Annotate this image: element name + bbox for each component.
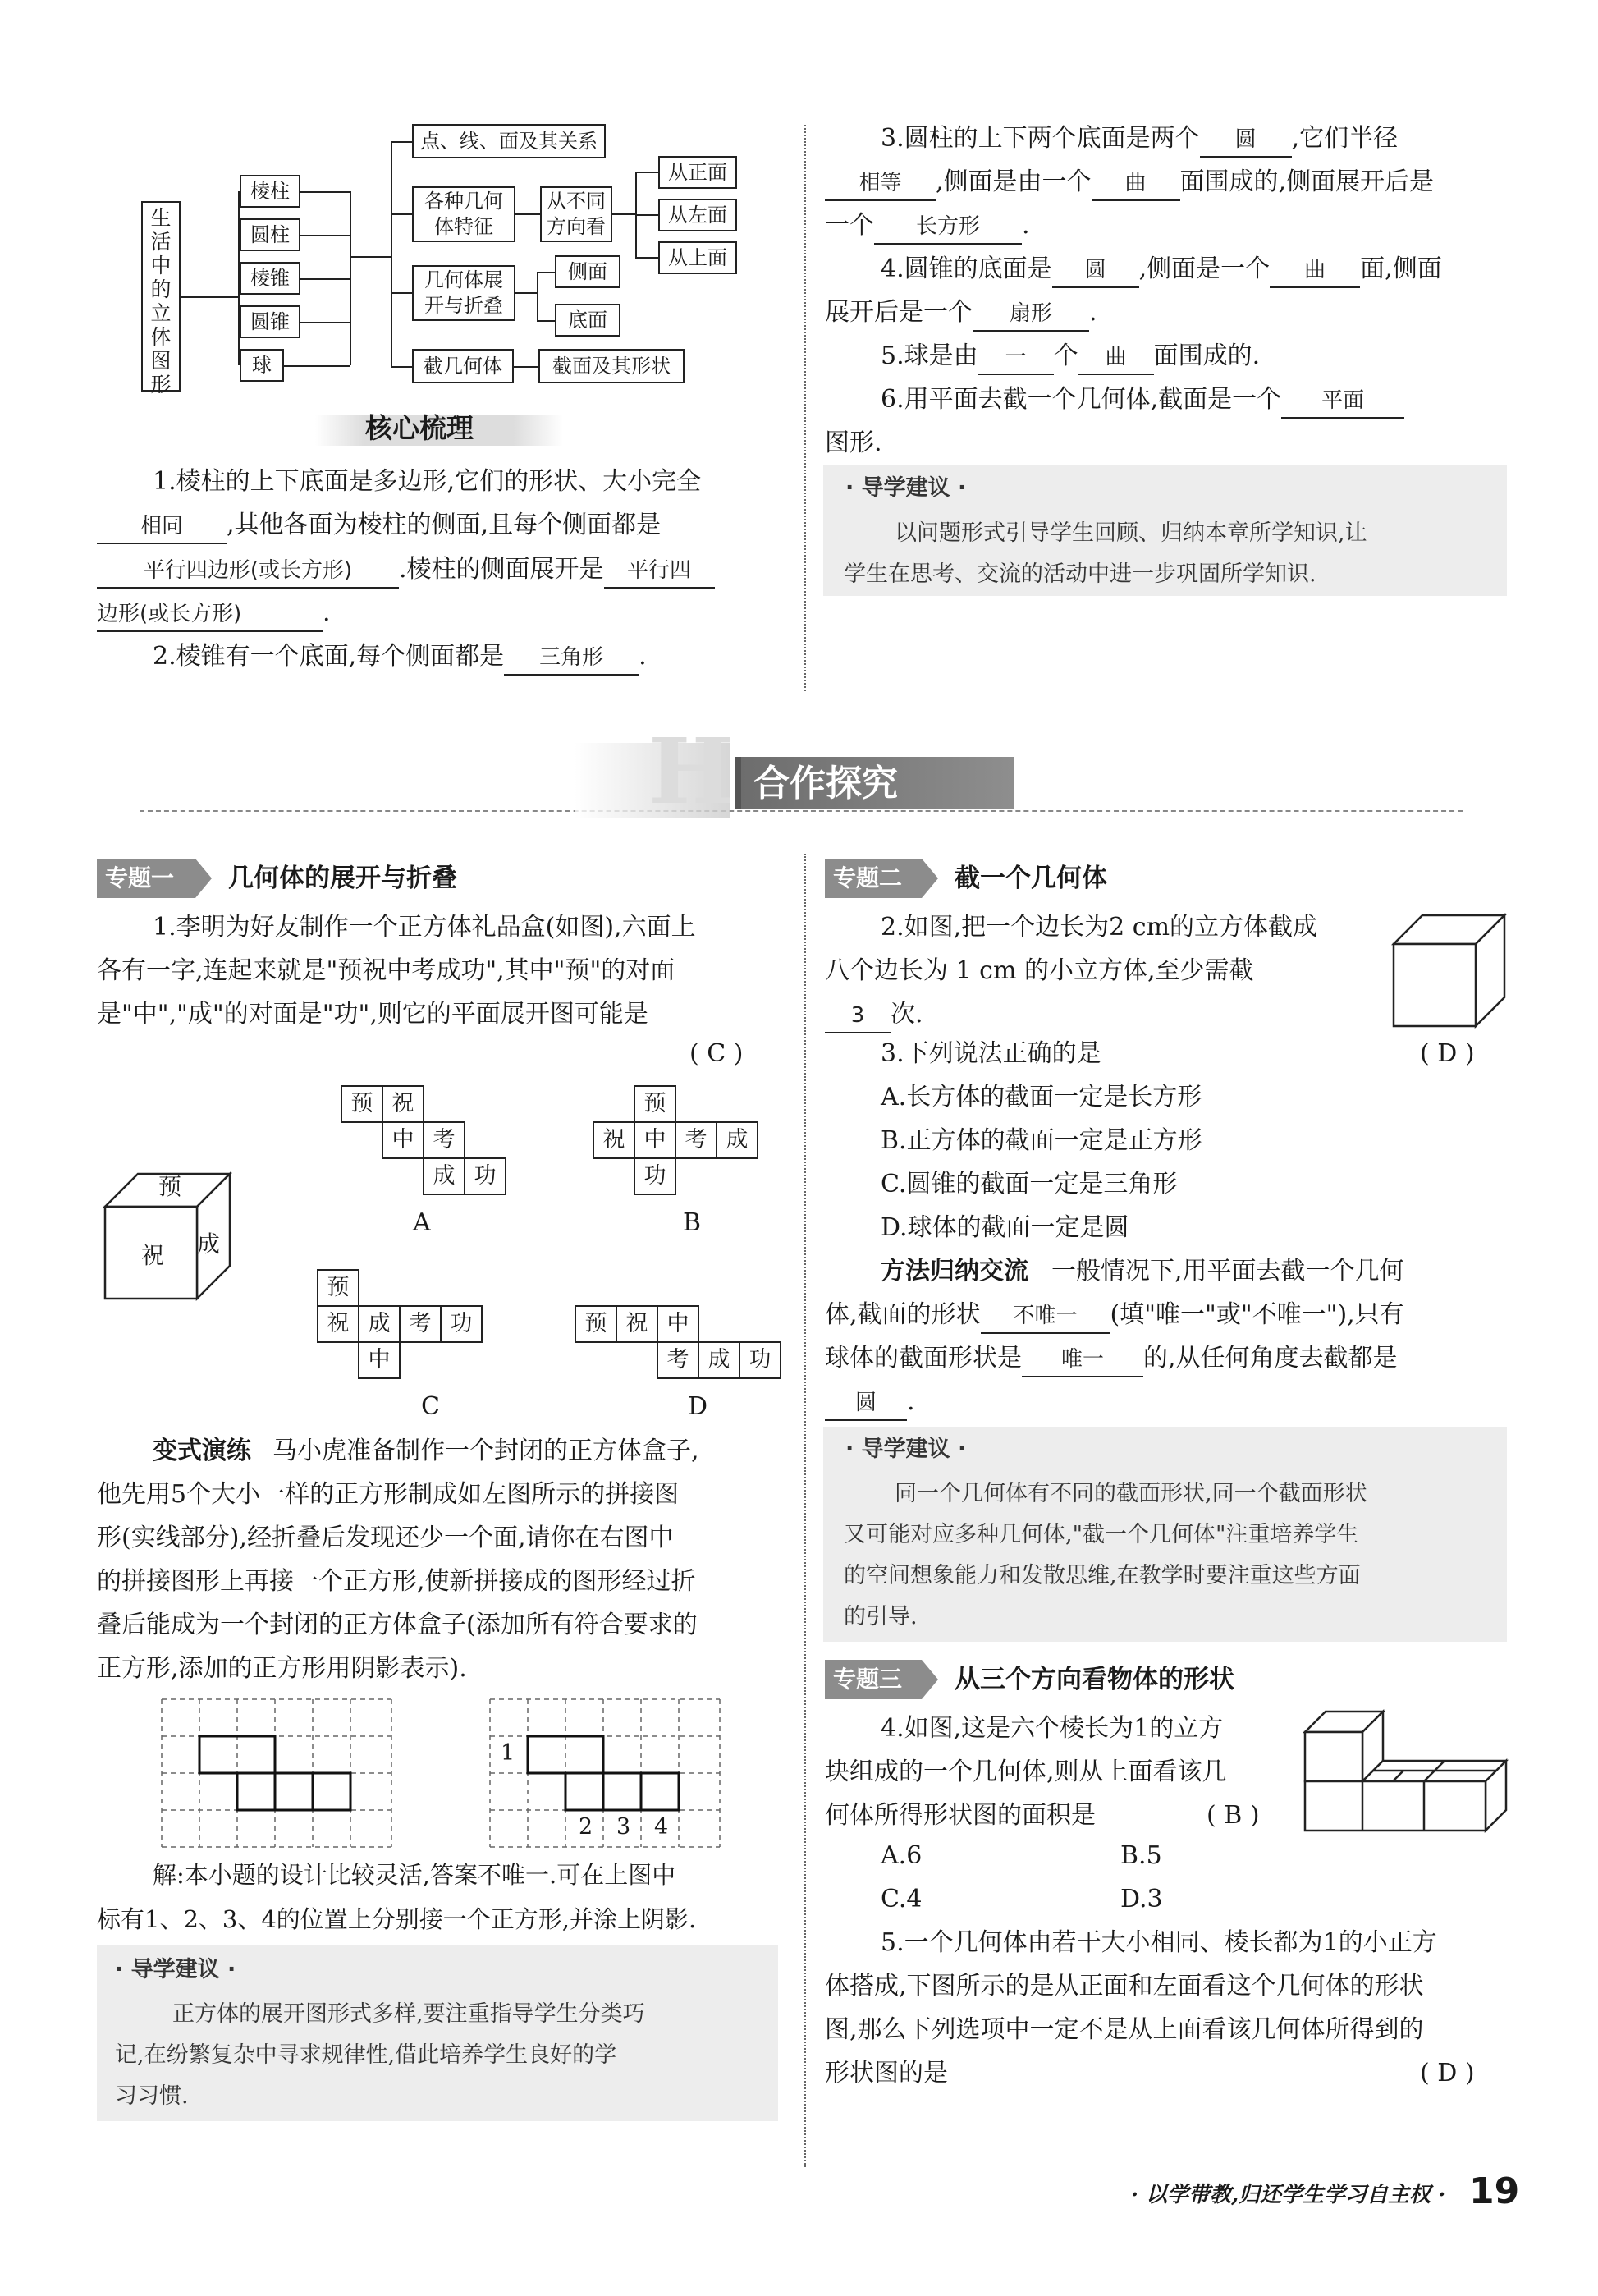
cut-cube: [1391, 913, 1508, 1029]
topic3-tag: 专题三: [825, 1660, 922, 1699]
variant-l5: 叠后能成为一个封闭的正方体盒子(添加所有符合要求的: [97, 1611, 698, 1639]
mindmap-view-top: 从上面: [658, 241, 737, 274]
option-label-b: B: [683, 1208, 702, 1237]
answer-blank: 圆: [1052, 254, 1139, 288]
variant-l3: 形(实线部分),经折叠后发现还少一个面,请你在右图中: [97, 1524, 674, 1552]
rt-q6-line2: 图形.: [825, 428, 882, 457]
method-l3: 球体的截面形状是 唯一 的,从任何角度去截都是: [825, 1337, 1398, 1380]
topic3-q5-answer: ( D ): [1420, 2059, 1475, 2087]
answer-blank: 圆: [1200, 123, 1292, 158]
answer-blank: 平行四边形(或长方形): [97, 554, 399, 589]
mindmap-root: 生活中的立体图形: [141, 201, 181, 392]
topic3-q4-l3: 何体所得形状图的面积是: [825, 1801, 1096, 1830]
banner-title: 合作探究: [753, 763, 898, 804]
guide-line: 正方体的展开图形式多样,要注重指导学生分类巧: [172, 2001, 645, 2027]
topic3-q4-l1: 4.如图,这是六个棱长为1的立方: [881, 1714, 1224, 1743]
grid-right: [486, 1695, 724, 1851]
mindmap-shape-cone: 圆锥: [240, 305, 300, 338]
option-label-d: D: [688, 1392, 708, 1421]
rt-q3-line2: 相等 ,侧面是由一个 曲 面围成的,侧面展开后是: [825, 161, 1434, 204]
page-number: 19: [1469, 2170, 1520, 2212]
answer-blank: 平行四: [604, 554, 715, 589]
cube-stack: [1301, 1707, 1510, 1843]
topic1-p2: 各有一字,连起来就是"预祝中考成功",其中"预"的对面: [97, 956, 675, 985]
rt-q3-line1: 3.圆柱的上下两个底面是两个 圆 ,它们半径: [881, 117, 1398, 160]
topic2-opt-d: D.球体的截面一定是圆: [881, 1213, 1129, 1242]
topic3-q4-answer: ( B ): [1207, 1801, 1260, 1830]
variant-l1: 变式演练 马小虎准备制作一个封闭的正方体盒子,: [153, 1437, 699, 1465]
grid-number-3: 3: [616, 1814, 631, 1840]
answer-blank: 唯一: [1022, 1343, 1143, 1377]
rt-q3-line3: 一个 长方形 .: [825, 204, 1030, 247]
guide-line: 以问题形式引导学生回顾、归纳本章所学知识,让: [895, 520, 1367, 546]
answer-blank: 一: [978, 341, 1054, 375]
mindmap-side: 侧面: [555, 255, 620, 288]
core-title: 核心梳理: [365, 412, 474, 444]
topic3-q5-l3: 图,那么下列选项中一定不是从上面看该几何体所得到的: [825, 2015, 1424, 2044]
option-label-a: A: [413, 1208, 431, 1237]
footer-motto: · 以学带教,归还学生学习自主权 ·: [1131, 2183, 1446, 2207]
core-q1-line4: 边形(或长方形) .: [97, 592, 331, 635]
mindmap-shape-sphere: 球: [240, 349, 284, 382]
guide-line: 记,在纷繁复杂中寻求规律性,借此培养学生良好的学: [115, 2042, 617, 2068]
answer-blank: 相等: [825, 167, 936, 201]
topic2-title: 截一个几何体: [955, 864, 1107, 893]
topic1-tag: 专题一: [97, 859, 195, 898]
grid-number-2: 2: [579, 1814, 593, 1840]
topic3-opt-c: C.4: [881, 1885, 923, 1913]
mindmap-features: 各种几何 体特征: [412, 186, 515, 242]
topic3-q5-l4: 形状图的是: [825, 2059, 948, 2087]
grid-number-1: 1: [501, 1740, 515, 1766]
answer-blank: 三角形: [504, 641, 639, 676]
answer-blank: 曲: [1092, 167, 1180, 201]
topic1-title: 几何体的展开与折叠: [228, 864, 457, 893]
answer-blank: 曲: [1078, 341, 1154, 375]
grid-number-4: 4: [654, 1814, 669, 1840]
topic2-tag: 专题二: [825, 859, 922, 898]
mindmap-unfold: 几何体展 开与折叠: [412, 265, 515, 321]
core-q1-line1: 1.棱柱的上下底面是多边形,它们的形状、大小完全: [153, 467, 702, 496]
answer-blank: 边形(或长方形): [97, 598, 323, 632]
solution-l1: 解:本小题的设计比较灵活,答案不唯一.可在上图中: [153, 1861, 676, 1889]
answer-blank: 3: [825, 999, 891, 1033]
topic2-q2-l3: 3 次.: [825, 993, 923, 1036]
core-q2: 2.棱锥有一个底面,每个侧面都是 三角形 .: [153, 635, 647, 678]
mindmap-section: 截几何体: [412, 349, 514, 383]
guide-title: · 导学建议 ·: [845, 475, 967, 501]
guide-title: · 导学建议 ·: [115, 1957, 236, 1982]
cube-face-top: 预: [158, 1173, 182, 1200]
topic2-q2-l1: 2.如图,把一个边长为2 cm的立方体截成: [881, 913, 1318, 942]
cube-face-right: 成: [197, 1230, 221, 1258]
answer-blank: 圆: [825, 1386, 907, 1421]
topic1-p3: 是"中","成"的对面是"功",则它的平面展开图可能是: [97, 1000, 648, 1029]
cube-face-front: 祝: [141, 1242, 165, 1269]
topic3-title: 从三个方向看物体的形状: [955, 1665, 1234, 1694]
topic2-opt-c: C.圆锥的截面一定是三角形: [881, 1170, 1178, 1198]
topic2-opt-b: B.正方体的截面一定是正方形: [881, 1126, 1202, 1155]
topic2-q3-answer: ( D ): [1420, 1039, 1475, 1068]
variant-l6: 正方形,添加的正方形用阴影表示).: [97, 1654, 467, 1683]
answer-blank: 平面: [1281, 384, 1404, 419]
variant-l4: 的拼接图形上再接一个正方形,使新拼接成的图形经过折: [97, 1567, 696, 1596]
option-label-c: C: [421, 1392, 440, 1421]
topic2-q2-l2: 八个边长为 1 cm 的小立方体,至少需截: [825, 956, 1254, 985]
rt-q5: 5.球是由 一 个 曲 面围成的.: [881, 335, 1260, 378]
guide-line: 同一个几何体有不同的截面形状,同一个截面形状: [895, 1481, 1367, 1506]
guide-line: 习习惯.: [115, 2083, 189, 2109]
answer-blank: 曲: [1270, 254, 1360, 288]
topic3-q4-l2: 块组成的一个几何体,则从上面看该几: [825, 1758, 1227, 1786]
topic3-opt-b: B.5: [1120, 1841, 1162, 1870]
topic3-q5-l2: 体搭成,下图所示的是从正面和左面看这个几何体的形状: [825, 1972, 1424, 2000]
method-l4: 圆 .: [825, 1381, 915, 1423]
answer-blank: 相同: [97, 510, 227, 544]
solution-l2: 标有1、2、3、4的位置上分别接一个正方形,并涂上阴影.: [97, 1905, 697, 1933]
topic2-opt-a: A.长方体的截面一定是长方形: [881, 1083, 1202, 1111]
topic2-q3: 3.下列说法正确的是: [881, 1039, 1101, 1068]
rt-q6-line1: 6.用平面去截一个几何体,截面是一个 平面: [881, 378, 1404, 421]
mindmap-section-shape: 截面及其形状: [538, 349, 685, 383]
core-q1-line3: 平行四边形(或长方形) .棱柱的侧面展开是 平行四: [97, 548, 715, 591]
answer-blank: 扇形: [973, 297, 1089, 332]
guide-line: 的空间想象能力和发散思维,在教学时要注重这些方面: [844, 1563, 1361, 1588]
mindmap-points-lines: 点、线、面及其关系: [412, 124, 606, 158]
method-l1: 方法归纳交流 一般情况下,用平面去截一个几何: [881, 1257, 1404, 1285]
mindmap-shape-pyramid: 棱锥: [240, 262, 300, 295]
rt-q4-line2: 展开后是一个 扇形 .: [825, 291, 1097, 334]
rt-q4-line1: 4.圆锥的底面是 圆 ,侧面是一个 曲 面,侧面: [881, 248, 1442, 291]
core-q1-line2: 相同 ,其他各面为棱柱的侧面,且每个侧面都是: [97, 504, 661, 547]
answer-blank: 长方形: [874, 210, 1022, 245]
method-l2: 体,截面的形状 不唯一 (填"唯一"或"不唯一"),只有: [825, 1294, 1404, 1336]
mindmap-base: 底面: [555, 304, 620, 337]
guide-line: 学生在思考、交流的活动中进一步巩固所学知识.: [844, 561, 1316, 587]
topic3-q5-l1: 5.一个几何体由若干大小相同、棱长都为1的小正方: [881, 1928, 1437, 1957]
guide-line: 又可能对应多种几何体,"截一个几何体"注重培养学生: [844, 1522, 1359, 1547]
banner-h-letter: H: [648, 718, 734, 824]
mindmap-shape-cylinder: 圆柱: [240, 218, 300, 251]
mindmap-shape-prism: 棱柱: [240, 175, 300, 208]
mindmap-view-left: 从左面: [658, 199, 737, 231]
answer-blank: 不唯一: [981, 1299, 1110, 1334]
topic3-opt-d: D.3: [1120, 1885, 1163, 1913]
grid-left: [158, 1695, 396, 1851]
topic1-answer: ( C ): [689, 1039, 744, 1068]
guide-line: 的引导.: [844, 1604, 918, 1629]
mindmap-view-front: 从正面: [658, 156, 737, 189]
mindmap-views: 从不同 方向看: [540, 186, 612, 242]
guide-title: · 导学建议 ·: [845, 1437, 967, 1462]
variant-l2: 他先用5个大小一样的正方形制成如左图所示的拼接图: [97, 1480, 680, 1509]
topic3-opt-a: A.6: [881, 1841, 923, 1870]
topic1-p1: 1.李明为好友制作一个正方体礼品盒(如图),六面上: [153, 913, 696, 942]
